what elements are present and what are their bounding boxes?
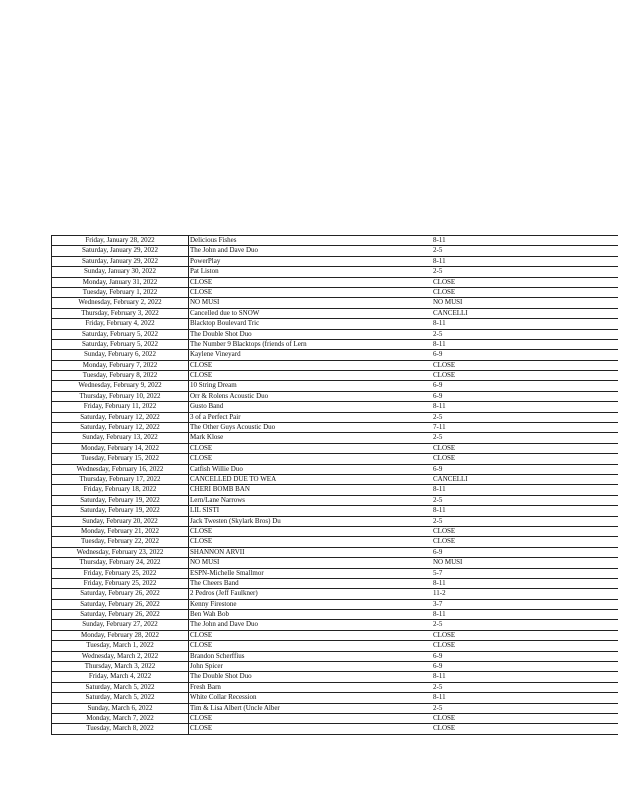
table-row (52, 631, 618, 641)
band-cell: 2 Pedros (Jeff Faulkner) (190, 589, 258, 598)
date-cell: Wednesday, March 2, 2022 (52, 652, 189, 661)
date-cell: Sunday, February 20, 2022 (52, 517, 189, 526)
date-cell: Sunday, February 27, 2022 (52, 620, 189, 629)
date-cell: Saturday, February 26, 2022 (52, 610, 189, 619)
date-cell: Wednesday, February 9, 2022 (52, 381, 189, 390)
table-row (52, 548, 618, 558)
band-cell: The Double Shot Duo (190, 672, 252, 681)
date-cell: Sunday, January 30, 2022 (52, 267, 189, 276)
table-row (52, 600, 618, 610)
date-cell: Saturday, February 12, 2022 (52, 413, 189, 422)
time-cell: 6-9 (433, 547, 443, 556)
band-cell: Blacktop Boulevard Tric (190, 319, 260, 328)
date-cell: Wednesday, February 16, 2022 (52, 465, 189, 474)
date-cell: Tuesday, March 8, 2022 (52, 724, 189, 733)
date-cell: Saturday, March 5, 2022 (52, 693, 189, 702)
table-row (52, 413, 618, 423)
table-row (52, 620, 618, 630)
date-cell: Saturday, February 19, 2022 (52, 506, 189, 515)
band-cell: CLOSE (190, 287, 213, 296)
date-cell: Monday, January 31, 2022 (52, 278, 189, 287)
date-cell: Sunday, February 6, 2022 (52, 350, 189, 359)
table-row (52, 288, 618, 298)
table-row (52, 652, 618, 662)
time-cell: 6-9 (433, 350, 443, 359)
time-cell: 8-11 (433, 578, 446, 587)
band-cell: Tim & Lisa Albert (Uncle Alber (190, 703, 280, 712)
time-cell: 8-11 (433, 485, 446, 494)
band-cell: CLOSE (190, 713, 213, 722)
date-cell: Saturday, January 29, 2022 (52, 257, 189, 266)
band-cell: Kaylene Vineyard (190, 350, 241, 359)
table-row (52, 558, 618, 568)
band-cell: Ben Wah Bob (190, 610, 229, 619)
table-row (52, 693, 618, 703)
table-row (52, 392, 618, 402)
band-cell: The John and Dave Duo (190, 620, 259, 629)
band-cell: The Other Guys Acoustic Duo (190, 423, 276, 432)
date-cell: Friday, January 28, 2022 (52, 236, 189, 245)
table-row (52, 444, 618, 454)
table-row (52, 641, 618, 651)
date-cell: Tuesday, March 1, 2022 (52, 641, 189, 650)
time-cell: 6-9 (433, 381, 443, 390)
time-cell: 8-11 (433, 256, 446, 265)
table-row (52, 257, 618, 267)
band-cell: Cancelled due to SNOW (190, 308, 260, 317)
schedule-table (51, 235, 618, 735)
time-cell: CANCELLI (433, 474, 468, 483)
time-cell: CLOSE (433, 454, 456, 463)
band-cell: Orr & Rolens Acoustic Duo (190, 391, 269, 400)
date-cell: Saturday, February 5, 2022 (52, 340, 189, 349)
band-cell: Jack Twesten (Skylark Bros) Du (190, 516, 281, 525)
table-row (52, 662, 618, 672)
time-cell: 8-11 (433, 610, 446, 619)
table-row (52, 485, 618, 495)
band-cell: The Cheers Band (190, 578, 239, 587)
date-cell: Saturday, February 12, 2022 (52, 423, 189, 432)
table-row (52, 704, 618, 714)
date-cell: Thursday, February 3, 2022 (52, 309, 189, 318)
date-cell: Wednesday, February 2, 2022 (52, 298, 189, 307)
band-cell: PowerPlay (190, 256, 221, 265)
table-row (52, 569, 618, 579)
table-row (52, 319, 618, 329)
time-cell: 2-5 (433, 329, 443, 338)
band-cell: CLOSE (190, 443, 213, 452)
date-cell: Thursday, February 10, 2022 (52, 392, 189, 401)
time-cell: 2-5 (433, 246, 443, 255)
date-cell: Saturday, February 19, 2022 (52, 496, 189, 505)
band-cell: NO MUSI (190, 558, 220, 567)
band-cell: CHERI BOMB BAN (190, 485, 250, 494)
time-cell: CLOSE (433, 443, 456, 452)
table-row (52, 537, 618, 547)
table-row (52, 402, 618, 412)
band-cell: 3 of a Perfect Pair (190, 412, 241, 421)
band-cell: Catfish Willie Duo (190, 464, 243, 473)
table-row (52, 371, 618, 381)
time-cell: 6-9 (433, 464, 443, 473)
date-cell: Saturday, February 26, 2022 (52, 589, 189, 598)
time-cell: NO MUSI (433, 558, 463, 567)
table-row (52, 236, 618, 246)
date-cell: Friday, February 18, 2022 (52, 485, 189, 494)
table-row (52, 724, 618, 734)
time-cell: CLOSE (433, 537, 456, 546)
band-cell: The John and Dave Duo (190, 246, 259, 255)
table-row (52, 496, 618, 506)
table-row (52, 527, 618, 537)
date-cell: Monday, February 14, 2022 (52, 444, 189, 453)
time-cell: 2-5 (433, 682, 443, 691)
table-row (52, 340, 618, 350)
date-cell: Tuesday, February 1, 2022 (52, 288, 189, 297)
time-cell: 6-9 (433, 651, 443, 660)
table-row (52, 517, 618, 527)
time-cell: 8-11 (433, 672, 446, 681)
date-cell: Monday, February 28, 2022 (52, 631, 189, 640)
date-cell: Wednesday, February 23, 2022 (52, 548, 189, 557)
time-cell: 8-11 (433, 402, 446, 411)
table-row (52, 350, 618, 360)
table-row (52, 454, 618, 464)
date-cell: Monday, February 21, 2022 (52, 527, 189, 536)
table-row (52, 423, 618, 433)
band-cell: CLOSE (190, 630, 213, 639)
band-cell: Lern/Lane Narrows (190, 495, 246, 504)
table-row (52, 246, 618, 256)
band-cell: Gusto Band (190, 402, 224, 411)
date-cell: Monday, March 7, 2022 (52, 714, 189, 723)
band-cell: The Number 9 Blacktops (friends of Lern (190, 339, 307, 348)
band-cell: Brandon Scherffius (190, 651, 245, 660)
time-cell: 8-11 (433, 506, 446, 515)
time-cell: CLOSE (433, 526, 456, 535)
date-cell: Tuesday, February 15, 2022 (52, 454, 189, 463)
date-cell: Tuesday, February 8, 2022 (52, 371, 189, 380)
time-cell: CLOSE (433, 371, 456, 380)
time-cell: 8-11 (433, 236, 446, 244)
band-cell: CLOSE (190, 371, 213, 380)
band-cell: 10 String Dream (190, 381, 237, 390)
band-cell: NO MUSI (190, 298, 220, 307)
band-cell: Delicious Fishes (190, 236, 237, 244)
time-cell: CLOSE (433, 287, 456, 296)
band-cell: CLOSE (190, 454, 213, 463)
band-cell: Kenny Firestone (190, 599, 237, 608)
time-cell: 2-5 (433, 433, 443, 442)
time-cell: 3-7 (433, 599, 443, 608)
table-row (52, 309, 618, 319)
band-cell: CLOSE (190, 526, 213, 535)
time-cell: 8-11 (433, 693, 446, 702)
time-cell: CLOSE (433, 360, 456, 369)
date-cell: Friday, February 4, 2022 (52, 319, 189, 328)
time-cell: 11-2 (433, 589, 446, 598)
band-cell: Pat Liston (190, 267, 219, 276)
time-cell: CLOSE (433, 724, 456, 733)
time-cell: CLOSE (433, 713, 456, 722)
time-cell: 2-5 (433, 412, 443, 421)
time-cell: 2-5 (433, 703, 443, 712)
band-cell: John Spicer (190, 662, 223, 671)
table-row (52, 381, 618, 391)
time-cell: 2-5 (433, 620, 443, 629)
time-cell: CANCELLI (433, 308, 468, 317)
date-cell: Sunday, March 6, 2022 (52, 704, 189, 713)
band-cell: The Double Shot Duo (190, 329, 252, 338)
date-cell: Friday, February 25, 2022 (52, 569, 189, 578)
date-cell: Thursday, February 24, 2022 (52, 558, 189, 567)
table-row (52, 361, 618, 371)
table-row (52, 683, 618, 693)
band-cell: Fresh Barn (190, 682, 221, 691)
date-cell: Monday, February 7, 2022 (52, 361, 189, 370)
table-row (52, 579, 618, 589)
date-cell: Sunday, February 13, 2022 (52, 433, 189, 442)
date-cell: Saturday, January 29, 2022 (52, 246, 189, 255)
table-row (52, 278, 618, 288)
date-cell: Saturday, March 5, 2022 (52, 683, 189, 692)
table-row (52, 672, 618, 682)
time-cell: 2-5 (433, 495, 443, 504)
time-cell: 2-5 (433, 267, 443, 276)
band-cell: White Collar Recession (190, 693, 257, 702)
time-cell: 8-11 (433, 339, 446, 348)
band-cell: CLOSE (190, 724, 213, 733)
band-cell: CANCELLED DUE TO WEA (190, 474, 277, 483)
table-row (52, 298, 618, 308)
table-row (52, 714, 618, 724)
time-cell: CLOSE (433, 277, 456, 286)
table-row (52, 330, 618, 340)
band-cell: CLOSE (190, 641, 213, 650)
time-cell: 6-9 (433, 662, 443, 671)
band-cell: CLOSE (190, 360, 213, 369)
table-row (52, 589, 618, 599)
date-cell: Thursday, March 3, 2022 (52, 662, 189, 671)
time-cell: CLOSE (433, 630, 456, 639)
table-row (52, 506, 618, 516)
table-row (52, 433, 618, 443)
date-cell: Friday, March 4, 2022 (52, 672, 189, 681)
date-cell: Friday, February 11, 2022 (52, 402, 189, 411)
band-cell: Mark Klose (190, 433, 224, 442)
time-cell: 8-11 (433, 319, 446, 328)
time-cell: 2-5 (433, 516, 443, 525)
band-cell: CLOSE (190, 277, 213, 286)
date-cell: Saturday, February 5, 2022 (52, 330, 189, 339)
band-cell: CLOSE (190, 537, 213, 546)
table-row (52, 475, 618, 485)
date-cell: Saturday, February 26, 2022 (52, 600, 189, 609)
date-cell: Friday, February 25, 2022 (52, 579, 189, 588)
table-row (52, 610, 618, 620)
band-cell: LIL SISTI (190, 506, 220, 515)
time-cell: 7-11 (433, 423, 446, 432)
time-cell: 6-9 (433, 391, 443, 400)
time-cell: 5-7 (433, 568, 443, 577)
time-cell: CLOSE (433, 641, 456, 650)
band-cell: ESPN-Michelle Smallmor (190, 568, 264, 577)
time-cell: NO MUSI (433, 298, 463, 307)
table-row (52, 267, 618, 277)
date-cell: Tuesday, February 22, 2022 (52, 537, 189, 546)
date-cell: Thursday, February 17, 2022 (52, 475, 189, 484)
table-row (52, 465, 618, 475)
band-cell: SHANNON ARVII (190, 547, 245, 556)
